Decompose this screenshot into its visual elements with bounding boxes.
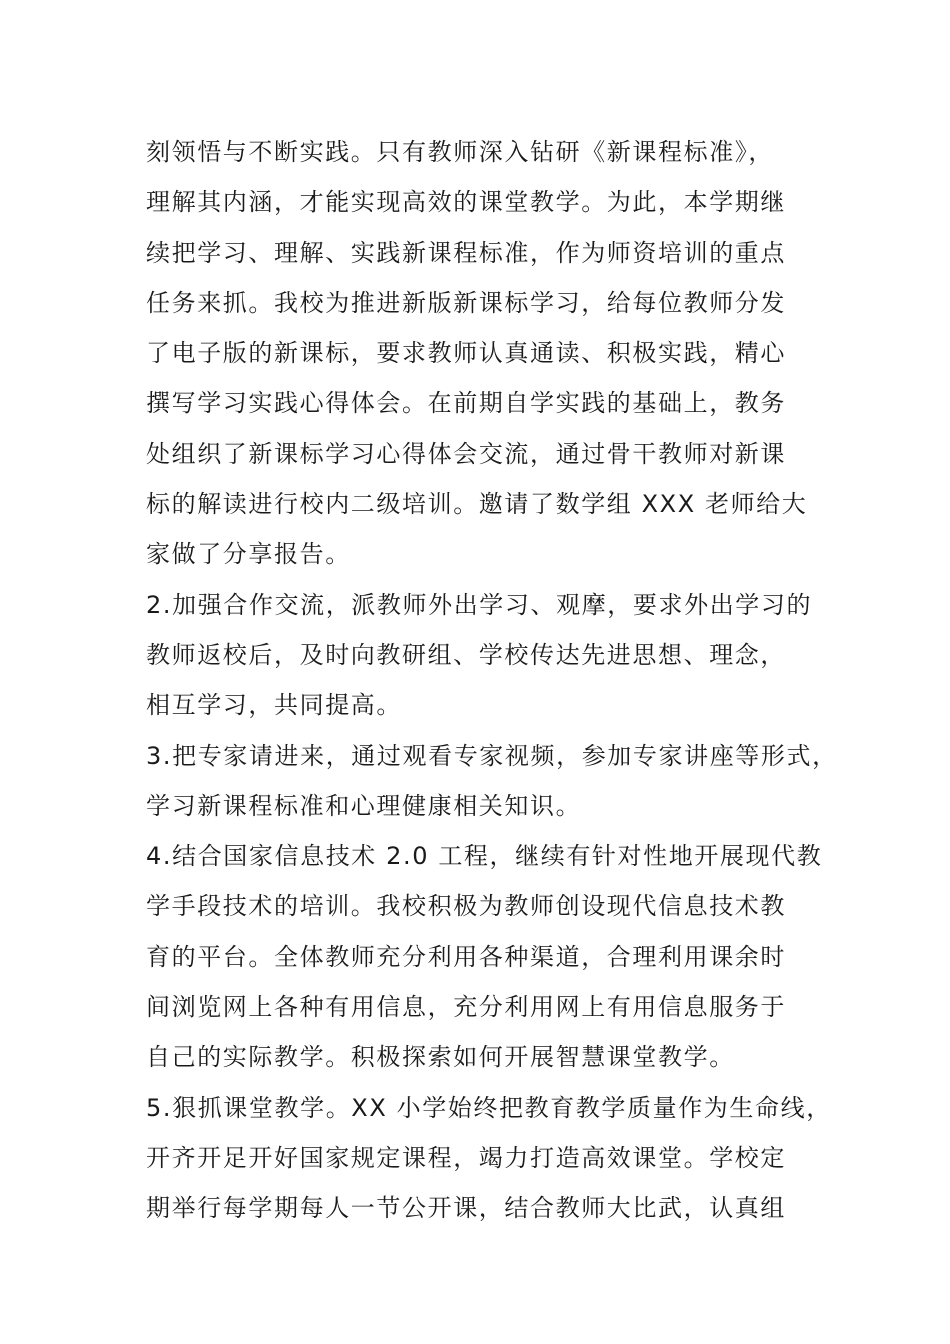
text-line: 任务来抓。我校为推进新版新课标学习，给每位教师分发 <box>146 288 786 317</box>
document-body <box>146 127 836 1234</box>
text-line: 相互学习，共同提高。 <box>146 691 402 720</box>
text-line: 续把学习、理解、实践新课程标准，作为师资培训的重点 <box>146 238 786 267</box>
text-line: 了电子版的新课标，要求教师认真通读、积极实践，精心 <box>146 339 786 368</box>
text-line: 间浏览网上各种有用信息，充分利用网上有用信息服务于 <box>146 993 786 1022</box>
text-line: 育的平台。全体教师充分利用各种渠道，合理利用课余时 <box>146 942 786 971</box>
text-line: 学手段技术的培训。我校积极为教师创设现代信息技术教 <box>146 892 786 921</box>
text-line: 自己的实际教学。积极探索如何开展智慧课堂教学。 <box>146 1043 735 1072</box>
text-line: 家做了分享报告。 <box>146 540 351 569</box>
text-line: 处组织了新课标学习心得体会交流，通过骨干教师对新课 <box>146 439 786 468</box>
text-line: 期举行每学期每人一节公开课，结合教师大比武，认真组 <box>146 1194 786 1223</box>
list-item-4-line: 4.结合国家信息技术 2.0 工程，继续有针对性地开展现代教 <box>146 842 823 871</box>
list-item-3-line: 3.把专家请进来，通过观看专家视频，参加专家讲座等形式， <box>146 741 838 770</box>
text-line: 刻领悟与不断实践。只有教师深入钻研《新课程标准》， <box>146 138 774 166</box>
list-item-5-line: 5.狠抓课堂教学。XX 小学始终把教育教学质量作为生命线， <box>146 1093 832 1122</box>
text-line: 开齐开足开好国家规定课程，竭力打造高效课堂。学校定 <box>146 1143 786 1172</box>
text-line: 标的解读进行校内二级培训。邀请了数学组 XXX 老师给大 <box>146 490 808 519</box>
list-item-2-line: 2.加强合作交流，派教师外出学习、观摩，要求外出学习的 <box>146 590 813 619</box>
text-line: 教师返校后，及时向教研组、学校传达先进思想、理念， <box>146 640 786 669</box>
text-line: 理解其内涵，才能实现高效的课堂教学。为此，本学期继 <box>146 188 786 217</box>
text-line: 学习新课程标准和心理健康相关知识。 <box>146 791 582 820</box>
text-line: 撰写学习实践心得体会。在前期自学实践的基础上，教务 <box>146 389 786 418</box>
